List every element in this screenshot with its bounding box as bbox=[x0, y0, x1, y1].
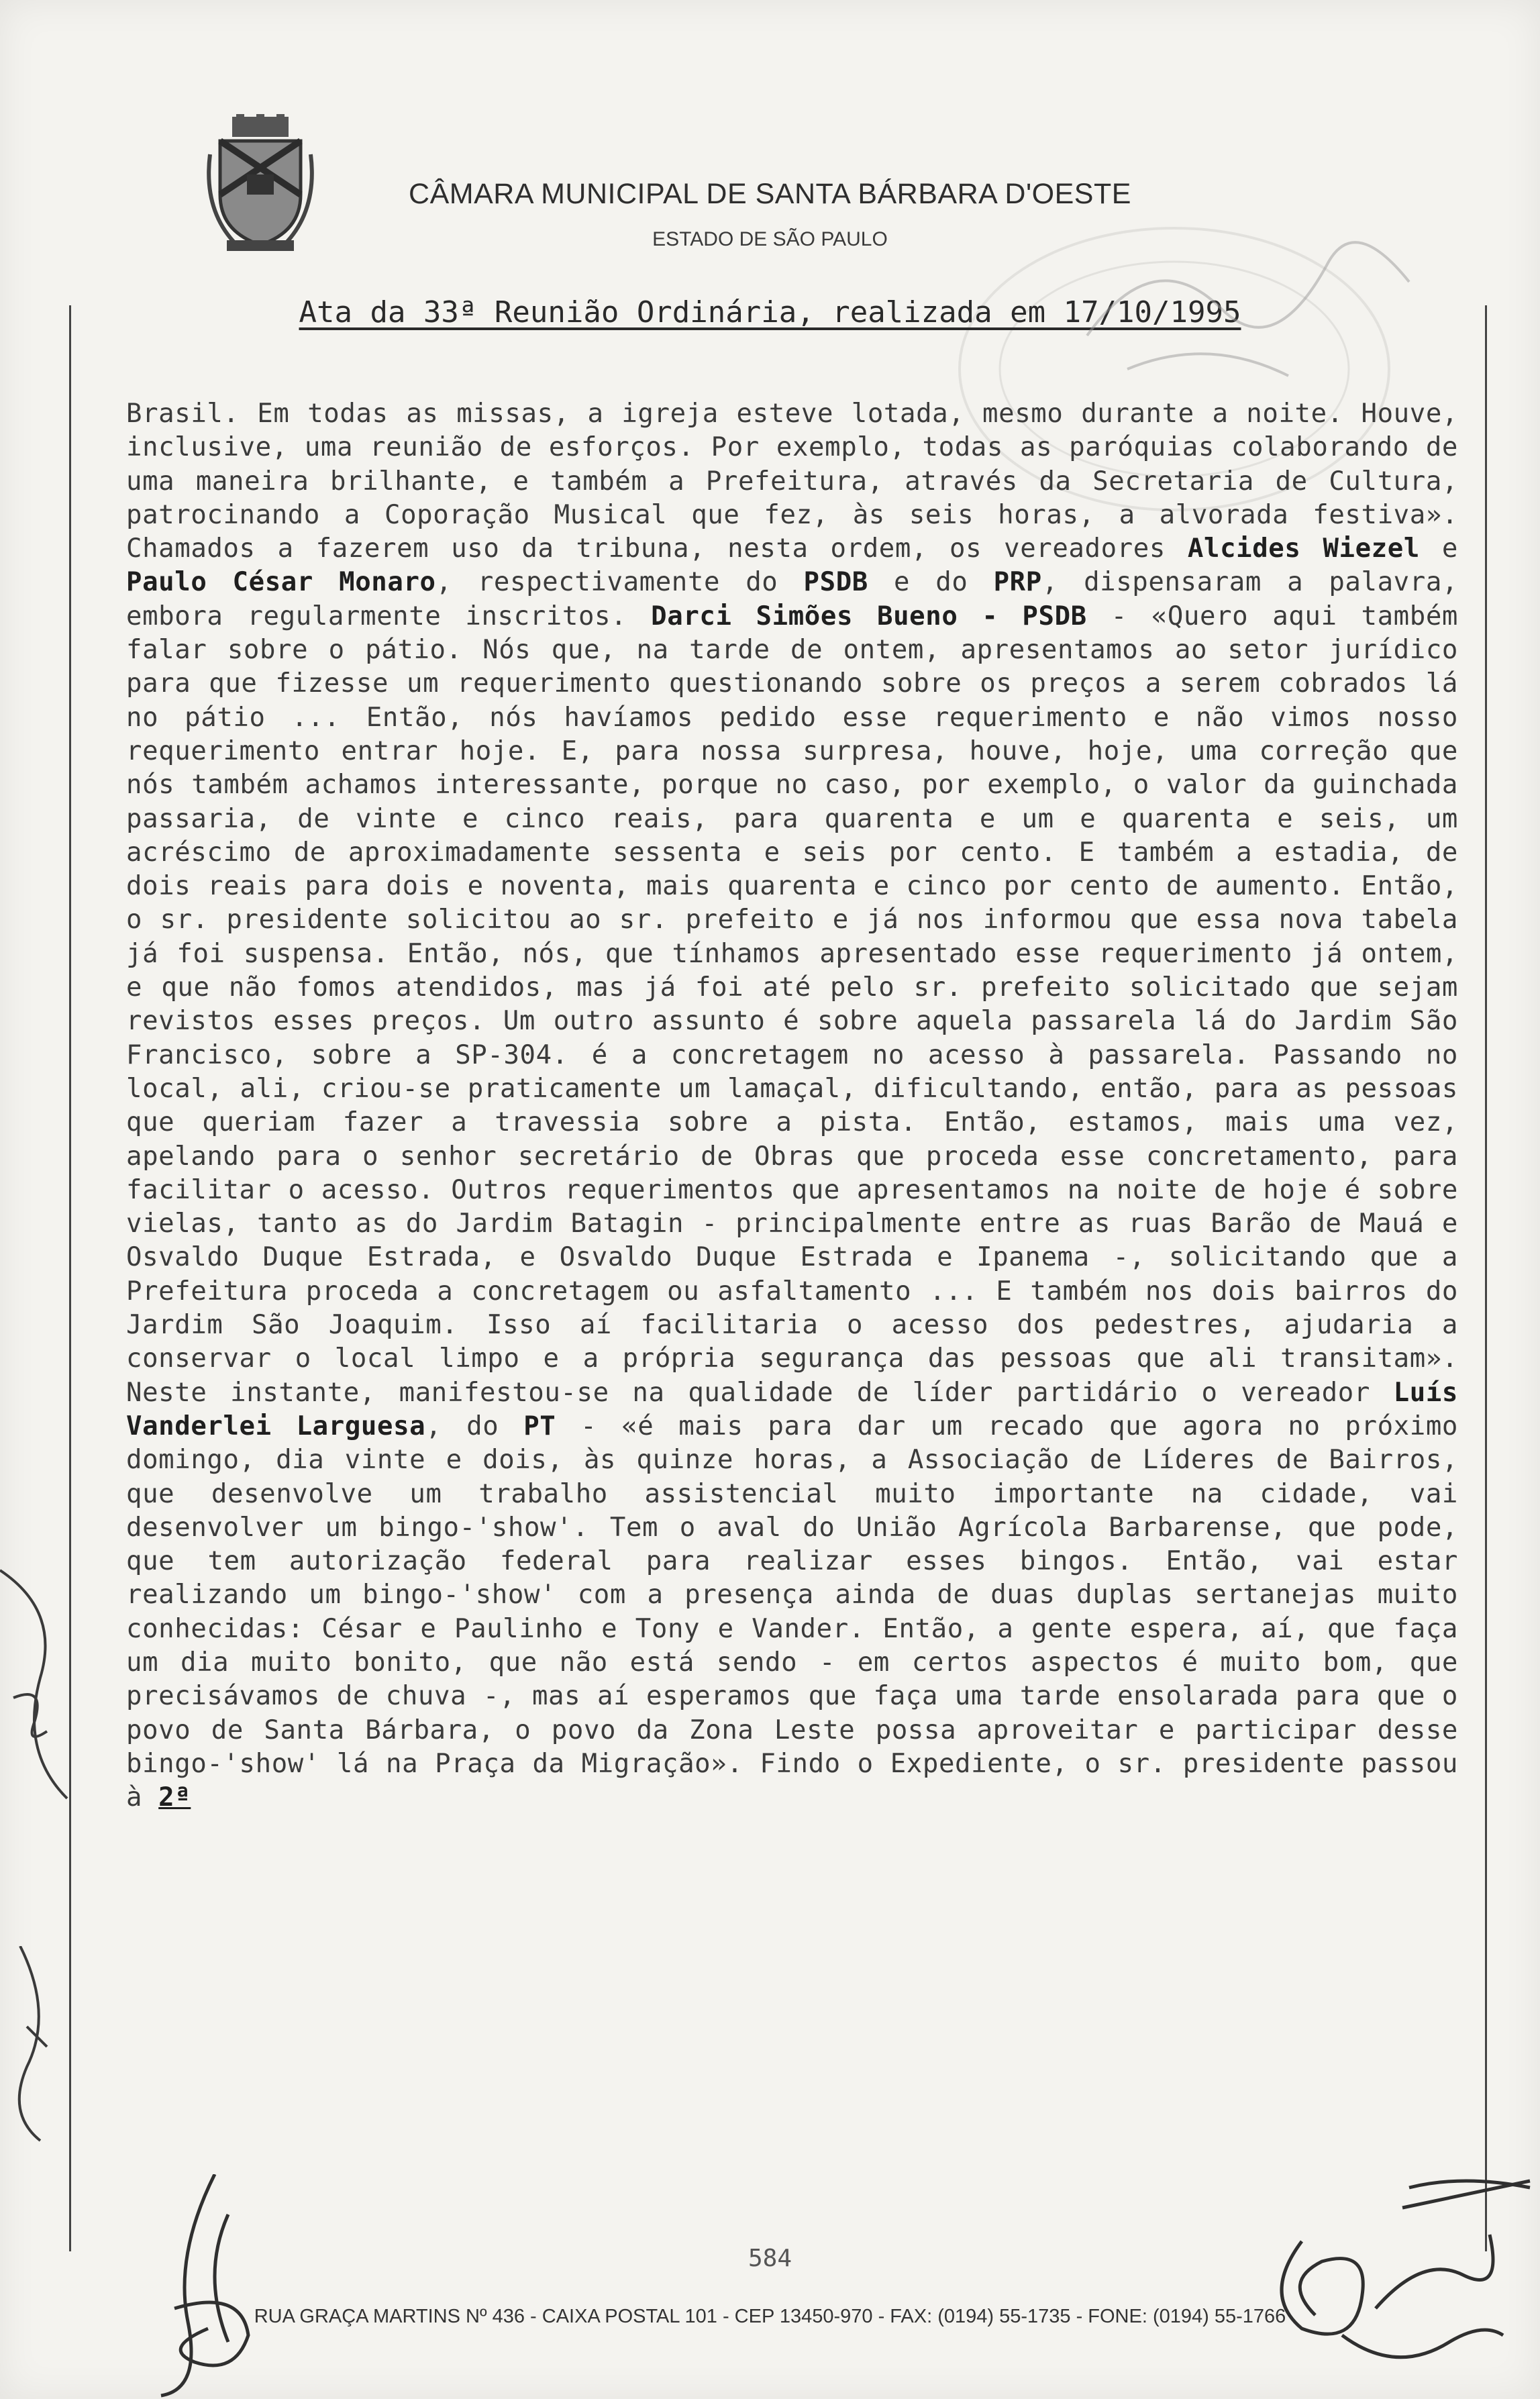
handwritten-signature-bottom-left bbox=[134, 2174, 282, 2399]
party-name: PT bbox=[523, 1411, 556, 1441]
connector-text: , dispensaram a palavra, embora regularmente inscritos. bbox=[126, 567, 1458, 631]
margin-rule-right bbox=[1485, 305, 1487, 2251]
institution-name: CÂMARA MUNICIPAL DE SANTA BÁRBARA D'OESTE bbox=[409, 178, 1131, 210]
letterhead-footer: RUA GRAÇA MARTINS Nº 436 - CAIXA POSTAL 101 - CEP 13450-970 - FAX: (0194) 55-1735 - FONE: (0194) 55-1766 bbox=[254, 2306, 1286, 2327]
speech-text: - «Quero aqui também falar sobre o pátio. Nós que, na tarde de ontem, apresentamos ao setor jurídico para que fizesse um requerimento questionando sobre os preços a serem cobrados lá no pátio ... Então, nós havíamos pedido esse requerimento e não vimos nosso requerimento entrar hoje. E, para nossa surpresa, houve, hoje, uma correção que nós também achamos interessante, porque no caso, por exemplo, o valor da guinchada passaria, de vinte e cinco reais, para quarenta e um e quarenta e seis, um acréscimo de aproximadamente sessenta e seis por cento. E também a estadia, de dois reais para dois e noventa, mais quarenta e cinco por cento de aumento. Então, o sr. presidente solicitou ao sr. prefeito e já nos informou que essa nova tabela já foi suspensa. Então, nós, que tínhamos apresentado esse requerimento já ontem, e que não fomos atendidos, mas já foi até pelo sr. prefeito solicitado que sejam revistos esses preços. Um outro assunto é sobre aquela passarela lá do Jardim São Francisco, sobre a SP-304. é a concretagem no acesso à passarela. Passando no local, ali, criou-se praticamente um lamaçal, dificultando, então, para as pessoas que queriam fazer a travessia sobre a pista. Então, estamos, mais uma vez, apelando para o senhor secretário de Obras que proceda esse concretamento, para facilitar o acesso. Outros requerimentos que apresentamos na noite de hoje é sobre vielas, tanto as do Jardim Batagin - principalmente entre as ruas Barão de Mauá e Osvaldo Duque Estrada, e Osvaldo Duque Estrada e Ipanema -, solicitando que a Prefeitura proceda a concretagem ou asfaltamento ... E também nos dois bairros do Jardim São Joaquim. Isso aí facilitaria o acesso dos pedestres, ajudaria a conservar o local limpo e a própria segurança das pessoas que ali transitam». Neste instante, manifestou-se na qualidade de líder partidário o vereador bbox=[126, 601, 1459, 1408]
connector-text: e do bbox=[868, 567, 994, 598]
margin-signature-left-lower bbox=[0, 1946, 74, 2147]
institution-state: ESTADO DE SÃO PAULO bbox=[652, 228, 888, 250]
party-name: PSDB bbox=[803, 567, 868, 598]
minutes-body bbox=[126, 397, 1458, 1815]
councilor-name: Luís Vanderlei Larguesa bbox=[126, 1377, 1458, 1441]
councilor-name: Alcides Wiezel bbox=[1187, 533, 1420, 564]
handwritten-signature-bottom-right bbox=[1262, 2161, 1540, 2399]
continuation-mark: 2ª bbox=[158, 1782, 191, 1813]
speaker-name: Darci Simões Bueno - PSDB bbox=[651, 601, 1087, 631]
body-paragraph: Brasil. Em todas as missas, a igreja esteve lotada, mesmo durante a noite. Houve, inclusive, uma reunião de esforços. Por exemplo, todas as paróquias colaborando de uma maneira brilhante, e também a Prefeitura, através da Secretaria de Cultura, patrocinando a Coporação Musical que fez, às seis horas, a alvorada festiva». Chamados a fazerem uso da tribuna, nesta ordem, os vereadores bbox=[126, 399, 1458, 564]
document-title: Ata da 33ª Reunião Ordinária, realizada em 17/10/1995 bbox=[299, 295, 1241, 329]
councilor-name: Paulo César Monaro bbox=[126, 567, 436, 598]
margin-signature-left-upper bbox=[0, 1530, 81, 1812]
speech-text: - «é mais para dar um recado que agora no próximo domingo, dia vinte e dois, às quinze horas, a Associação de Líderes de Bairros, que desenvolve um trabalho assistencial muito importante na cidade, vai desenvolver um bingo-'show'. Tem o aval do União Agrícola Barbarense, que pode, que tem autorização federal para realizar esses bingos. Então, vai estar realizando um bingo-'show' com a presença ainda de duas duplas sertanejas muito conhecidas: César e Paulinho e Tony e Vander. Então, a gente espera, aí, que faça um dia muito bonito, que não está sendo - em certos aspectos é muito bom, que precisávamos de chuva -, mas aí esperamos que faça uma tarde ensolarada para que o povo de Santa Bárbara, o povo da Zona Leste possa aproveitar e participar desse bingo-'show' lá na Praça da Migração». Findo o Expediente, o sr. presidente passou à bbox=[126, 1411, 1458, 1813]
margin-rule-left bbox=[69, 305, 71, 2251]
page-number: 584 bbox=[748, 2245, 792, 2272]
connector-text: e bbox=[1419, 533, 1458, 564]
connector-text: , respectivamente do bbox=[435, 567, 804, 598]
connector-text: , do bbox=[425, 1411, 524, 1441]
party-name: PRP bbox=[993, 567, 1042, 598]
